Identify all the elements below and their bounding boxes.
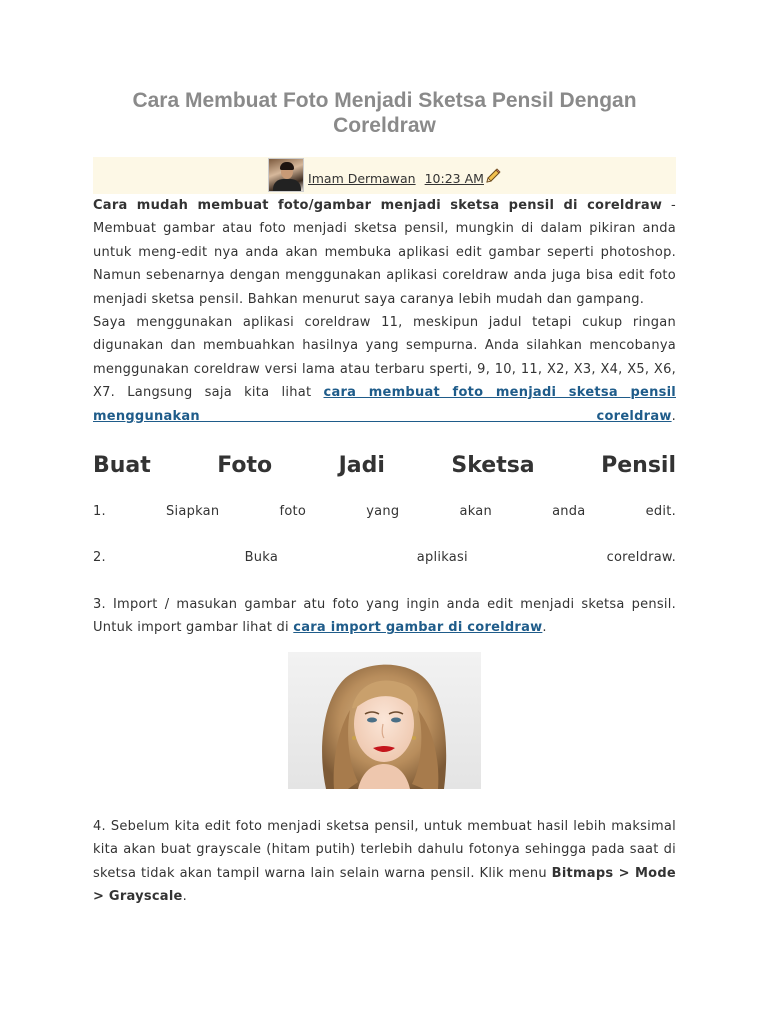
section-heading: Buat Foto Jadi Sketsa Pensil: [93, 453, 676, 479]
pencil-icon[interactable]: [485, 168, 501, 184]
version-paragraph: [93, 311, 676, 428]
step-3-end: .: [542, 620, 547, 636]
photo-container: [93, 652, 676, 789]
step-3: [93, 593, 676, 640]
intro-bold-text: Cara mudah membuat foto/gambar menjadi sketsa pensil di coreldraw: [93, 198, 663, 213]
intro-paragraph: [93, 194, 676, 311]
step-1: 1. Siapkan foto yang akan anda edit.: [93, 504, 676, 520]
step-4: [93, 815, 676, 909]
step-2: 2. Buka aplikasi coreldraw.: [93, 550, 676, 566]
step-4-end: .: [182, 888, 187, 904]
author-link[interactable]: Imam Dermawan: [308, 171, 416, 186]
import-tutorial-link[interactable]: cara import gambar di coreldraw: [293, 620, 543, 636]
intro-text: - Membuat gambar atau foto menjadi sketsa pensil, mungkin di dalam pikiran anda untuk meng-edit nya anda akan membuka aplikasi edit gambar seperti photoshop. Namun sebenarnya dengan menggunakan aplikasi coreldraw anda juga bisa edit foto menjadi sketsa pensil. Bahkan menurut saya caranya lebih mudah dan gampang.: [93, 198, 676, 307]
portrait-photo: [288, 652, 481, 789]
menu-path-text: Bitmaps > Mode > Grayscale: [93, 865, 676, 904]
version-end: .: [671, 408, 676, 424]
author-avatar[interactable]: [268, 158, 304, 192]
step-3-text: 3. Import / masukan gambar atu foto yang ingin anda edit menjadi sketsa pensil. Untuk import gambar lihat di: [93, 596, 676, 636]
sketch-tutorial-link[interactable]: cara membuat foto menjadi sketsa pensil menggunakan coreldraw: [93, 385, 676, 424]
version-text: Saya menggunakan aplikasi coreldraw 11, meskipun jadul tetapi cukup ringan digunakan dan membuahkan hasilnya yang sempurna. Anda silahkan mencobanya menggunakan coreldraw versi lama atau terbaru sperti, 9, 10, 11, X2, X3, X4, X5, X6, X7. Langsung saja kita lihat: [93, 315, 676, 401]
post-time-link[interactable]: 10:23 AM: [424, 171, 484, 186]
article: [93, 88, 676, 908]
post-meta-bar: [93, 157, 676, 194]
page-title: Cara Membuat Foto Menjadi Sketsa Pensil Dengan Coreldraw: [132, 89, 637, 137]
step-4-text: 4. Sebelum kita edit foto menjadi sketsa pensil, untuk membuat hasil lebih maksimal kita akan buat grayscale (hitam putih) terlebih dahulu fotonya sehingga pada saat di sketsa tidak akan tampil warna lain selain warna pensil. Klik menu: [93, 818, 676, 881]
